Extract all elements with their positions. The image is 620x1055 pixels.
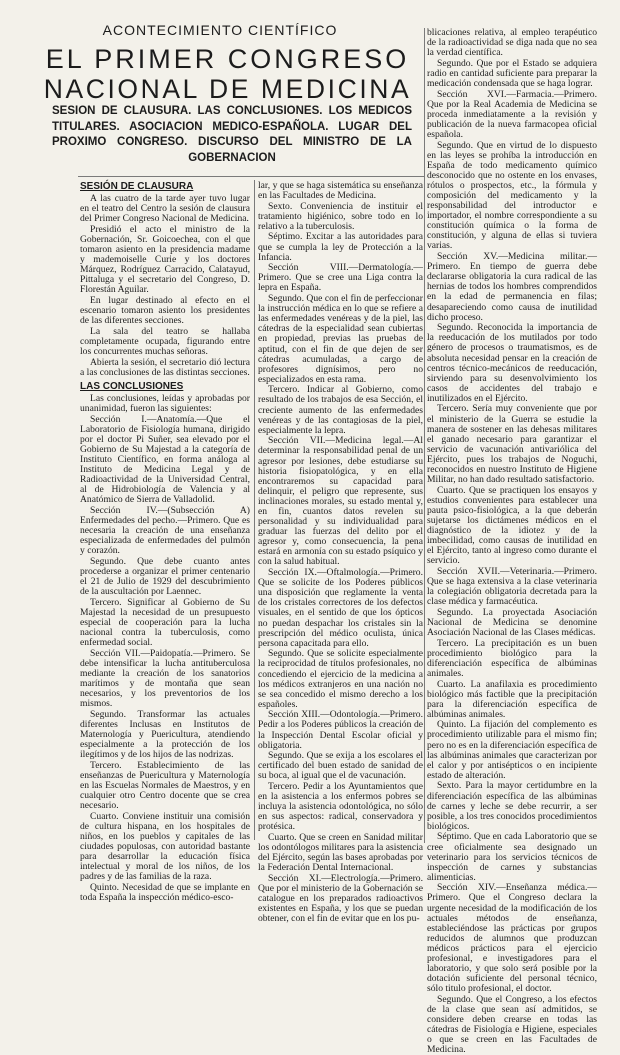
paragraph: Segundo. La proyectada Asociación Nacional de Medicina se denomine Asociación Nacional de las Clases médicas.	[427, 606, 597, 639]
paragraph: Tercero. Indicar al Gobierno, como resultado de los trabajos de esa Sección, el creciente aumento de las enfermedades venéreas y de las contagiosas de la piel, especialmente la lepra.	[258, 384, 423, 436]
paragraph: Cuarto. Conviene instituir una comisión de cultura hispana, en los hospitales de niños, en los pueblos y capitales de las ciudades populosas, con autoridad bastante para desarrollar la educación física intelectual y moral de los niños, de los padres y de las familias de la raza.	[80, 810, 250, 883]
paragraph: Segundo. Que en virtud de lo dispuesto en las leyes se prohíba la introducción en España de todo medicamento químico desconocido que no ostente en los envases, rótulos o prospectos, etc., la fórmula y composición del medicamento y la responsabilidad del introductor e importador, el nombre correspondiente a su constitución química o la forma de constitución, y alguna de ellas si tuviera varias.	[427, 139, 597, 252]
paragraph: Abierta la sesión, el secretario dió lectura a las conclusiones de las distintas secciones.	[80, 356, 250, 378]
paragraph: Segundo. Que debe cuanto antes procederse a organizar el primer centenario el 21 de Julio de 1929 del descubrimiento de la auscultación por Laennec.	[80, 555, 250, 598]
paragraph: lar, y que se haga sistemática su enseñanza en las Facultades de Medicina.	[258, 180, 423, 202]
paragraph: Sección XI.—Electrología.—Primero. Que por el ministerio de la Gobernación se catalogue en los preparados radioactivos existentes en España, y los que se puedan obtener, con el fin de evitar que en los pu-	[258, 872, 423, 925]
paragraph: Sexto. Para la mayor certidumbre en la diferenciación específica de las albúminas de carnes y leche se debe recurrir, a ser posible, a los tres conocidos procedimientos biológicos.	[427, 780, 597, 832]
paragraph: Segundo. Transformar las actuales diferentes Inclusas en Institutos de Maternología y Puericultura, atendiendo especialmente a la protección de los ilegítimos y de los hijos de las nodrizas.	[80, 708, 250, 761]
subhead-closing-session: SESIÓN DE CLAUSURA	[80, 181, 194, 192]
paragraph: Segundo. Que se exija a los escolares el certificado del buen estado de sanidad de su boca, al igual que el de vacunación.	[258, 750, 423, 782]
paragraph: Sección XIV.—Enseñanza médica.—Primero. Que el Congreso declara la urgente necesidad de la modificación de los actuales métodos de enseñanza, estableciéndose las prácticas por grupos reducidos de alumnos que produzcan médicos prácticos para el ejercicio profesional, e investigadores para el laboratorio, y que solo será posible por la dotación suficiente del personal técnico, sólo titulo profesional, el doctor.	[427, 882, 597, 995]
headline-line-1: EL PRIMER CONGRESO	[45, 44, 410, 74]
paragraph: Sección XIII.—Odontología.—Primero. Pedir a los Poderes públicos la creación de la Inspección Dental Escolar oficial y obligatoria.	[258, 709, 423, 751]
text-column-1	[80, 181, 250, 903]
paragraph: Tercero. La precipitación es un buen procedimiento biológico para la diferenciación específica de albúminas animales.	[427, 637, 597, 679]
article-deck: SESION DE CLAUSURA. LAS CONCLUSIONES. LOS MEDICOS TITULARES. ASOCIACION MEDICO-ESPAÑOLA. LUGAR DEL PROXIMO CONGRESO. DISCURSO DEL MINISTRO DE LA GOBERNACION	[52, 105, 412, 164]
paragraph: Sección VII.—Medicina legal.—Al determinar la responsabilidad penal de un agresor por lesiones, debe estudiarse su historia fisiopatológica, y en ella encontraremos su capacidad para delinquir, el peligro que represente, sus inclinaciones morales, su estado mental y, en fin, cuantos datos revelen su personalidad y su individualidad para graduar las fuerzas del delito por el agresor y, como consecuencia, la pena estará en armonía con su estado psíquico y con la salud habitual.	[258, 435, 423, 568]
paragraph: Cuarto. Que se creen en Sanidad militar los odontólogos militares para la asistencia del Ejército, según las bases aprobadas por la Federación Dental Internacional.	[258, 832, 423, 874]
paragraph: Tercero. Significar al Gobierno de Su Majestad la necesidad de un presupuesto especial de cooperación para la lucha nacional contra la tuberculosis, como enfermedad social.	[80, 596, 250, 649]
paragraph: Cuarto. La anafilaxia es procedimiento biológico más factible que la precipitación para la diferenciación específica de albúminas animales.	[427, 678, 597, 720]
paragraph: Tercero. Establecimiento de las enseñanzas de Puericultura y Maternología en las Escuelas Normales de Maestros, y en cualquier otro Centro docente que se crea necesario.	[80, 759, 250, 812]
paragraph: Segundo. Reconocida la importancia de la reeducación de los mutilados por todo género de procesos o traumatismos, es de absoluta necesidad pensar en la creación de centros técnico-mecánicos de reeducación, sirviendo para su desenvolvimiento los casos de accidentes del trabajo e inutilizados en el Ejército.	[427, 322, 597, 404]
paragraph: Cuarto. Que se practiquen los ensayos y estudios convenientes para establecer una pauta psico-fisiológica, a la que deberán sujetarse los dictámenes médicos en el diagnóstico de la idiotez y de la imbecilidad, como causas de inutilidad en el Ejército, tanto al ingreso como durante el servicio.	[427, 484, 597, 567]
subhead-conclusions: LAS CONCLUSIONES	[80, 380, 184, 392]
header-divider	[78, 176, 424, 177]
paragraph: Séptimo. Excitar a las autoridades para que se cumpla la ley de Protección a la Infancia.	[258, 231, 423, 263]
text-column-2	[258, 180, 423, 925]
column-divider-2	[424, 28, 425, 843]
paragraph: Tercero. Sería muy conveniente que por el ministerio de la Guerra se estudie la manera de sostener en las dehesas militares el ganado necesario para garantizar el servicio de vacunación antivariólica del Ejército, pues los trabajos de Noguchi, reconocidos en nuestro Instituto de Higiene Militar, no han dado resultado satisfactorio.	[427, 403, 597, 486]
paragraph: Segundo. Que el Congreso, a los efectos de la clase que sean así admitidos, se considere deben crearse en todas las cátedras de Fisiología e Higiene, especiales o que se creen en las Facultades de Medicina.	[427, 993, 597, 1055]
paragraph: Sección IV.—(Subsección A) Enfermedades del pecho.—Primero. Que es necesaria la creación de una enseñanza especializada de enfermedades del pulmón y corazón.	[80, 504, 250, 557]
paragraph: Segundo. Que por el Estado se adquiera radio en cantidad suficiente para preparar la medicación condensada que se haga lograr.	[427, 57, 597, 89]
paragraph: Sección XVI.—Farmacia.—Primero. Que por la Real Academia de Medicina se proceda inmediatamente a la revisión y publicación de la nueva farmacopea oficial española.	[427, 88, 597, 140]
paragraph: Sección XVII.—Veterinaria.—Primero. Que se haga extensiva a la clase veterinaria la colegiación obligatoria decretada para la clase médica y farmacéutica.	[427, 565, 597, 608]
headline-line-2: NACIONAL DE MEDICINA	[43, 74, 412, 104]
paragraph: Sección XV.—Medicina militar.—Primero. En tiempo de guerra debe declararse obligatoria la cura radical de las hernias de todos los hombres comprendidos en la edad de permanencia en filas; desapareciendo como causa de inutilidad dicho proceso.	[427, 251, 597, 323]
paragraph: Sección I.—Anatomía.—Que el Laboratorio de Fisiología humana, dirigido por el doctor Pi Suñer, sea elevado por el Gobierno de Su Majestad a la categoría de Instituto Científico, en forma análoga al Instituto de Medicina Legal y de Radioactividad de la Universidad Central, al de Hidrobiología de Valencia y al Anatómico de Sierra de Valladolid.	[80, 413, 250, 506]
paragraph: En lugar destinado al efecto en el escenario tomaron asiento los presidentes de las diferentes secciones.	[80, 295, 250, 327]
paragraph: Quinto. La fijación del complemento es procedimiento utilizable para el mismo fin; pero no es en la diferenciación específica de las albúminas animales que caracterizan por el calor y por antisépticos o en incipiente estado de alteración.	[427, 719, 597, 781]
paragraph: Tercero. Pedir a los Ayuntamientos que en la asistencia a los enfermos pobres se incluya la asistencia odontológica, no sólo en sus aspectos: radical, conservadora y protésica.	[258, 781, 423, 833]
paragraph: Presidió el acto el ministro de la Gobernación, Sr. Goicoechea, con el que tomaron asiento en la presidencia madame y mademoiselle Curie y los doctores Márquez, Rodríguez Carracido, Calatayud, Pittaluga y el secretario del Congreso, D. Florestán Aguilar.	[80, 223, 250, 296]
paragraph: Sección IX.—Oftalmología.—Primero. Que se solicite de los Poderes públicos una disposición que reglamente la venta de los cristales correctores de los defectos visuales, en el sentido de que los ópticos no puedan despachar los cristales sin la prescripción del médico oculista, única persona capacitada para ello.	[258, 567, 423, 649]
paragraph: Segundo. Que con el fin de perfeccionar la instrucción médica en lo que se refiere a las enfermedades venéreas y de la piel, las cátedras de la especialidad sean cubiertas en propiedad, previas las pruebas de aptitud, con el fin de que dejen de ser cátedras acumuladas, a cargo de profesores dignísimos, pero no especializados en esta rama.	[258, 293, 423, 385]
section-kicker: ACONTECIMIENTO CIENTÍFICO	[102, 22, 338, 38]
paragraph: A las cuatro de la tarde ayer tuvo lugar en el teatro del Centro la sesión de clausura del Primer Congreso Nacional de Medicina.	[80, 193, 250, 225]
paragraph: blicaciones relativa, al empleo terapéutico de la radioactividad se diga nada que no sea la verdad científica.	[427, 27, 597, 59]
paragraph: Séptimo. Que en cada Laboratorio que se cree oficialmente sea designado un veterinario para los servicios técnicos de inspección de carnes y substancias alimenticias.	[427, 831, 597, 883]
paragraph: Sexto. Conveniencia de instituir el tratamiento higiénico, sobre todo en lo relativo a la tuberculosis.	[258, 200, 423, 232]
paragraph: La sala del teatro se hallaba completamente ocupada, figurando entre los concurrentes muchas señoras.	[80, 325, 250, 357]
paragraph: Quinto. Necesidad de que se implante en toda España la inspección médico-esco-	[80, 881, 250, 903]
paragraph: Sección VII.—Paidopatía.—Primero. Se debe intensificar la lucha antituberculosa mediante la creación de los sanatorios marítimos y de montaña que sean necesarios, y los preventorios de los mismos.	[80, 647, 250, 710]
paragraph: Segundo. Que se solicite especialmente la reciprocidad de títulos profesionales, no concediendo el ejercicio de la medicina a los médicos extranjeros en una nación no se sea concedido el mismo derecho a los españoles.	[258, 648, 423, 710]
text-column-3	[427, 27, 597, 1055]
paragraph: Sección VIII.—Dermatología.—Primero. Que se cree una Liga contra la lepra en España.	[258, 262, 423, 294]
paragraph: Las conclusiones, leídas y aprobadas por unanimidad, fueron las siguientes:	[80, 392, 250, 414]
column-divider-1	[254, 180, 255, 840]
